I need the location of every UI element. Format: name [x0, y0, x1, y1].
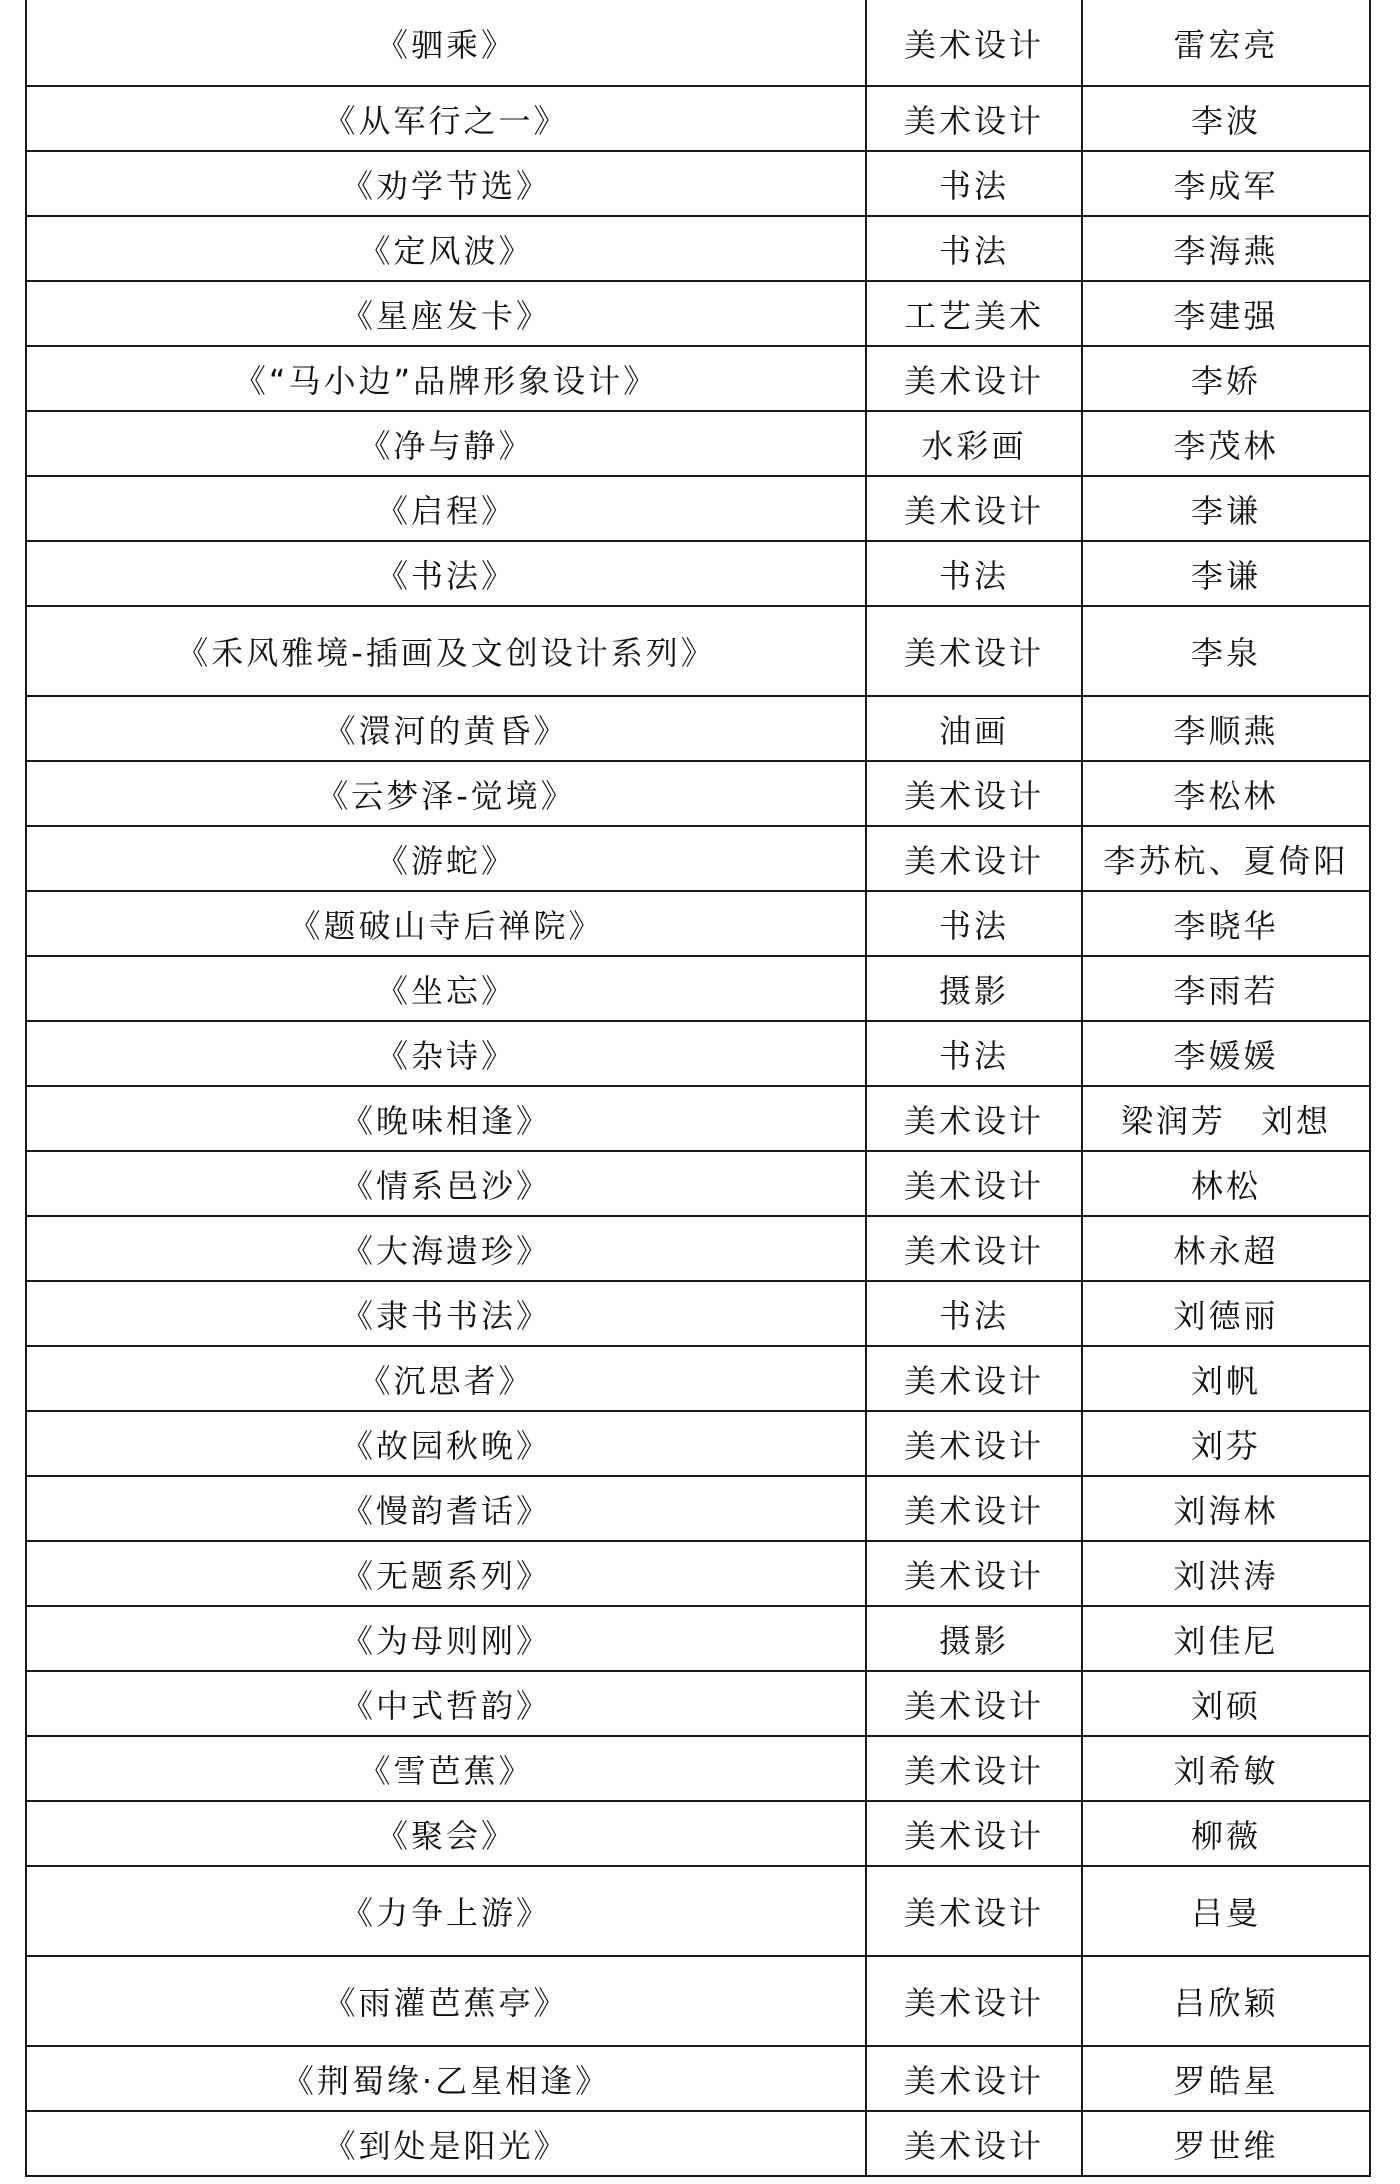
- table-row: [26, 606, 1370, 696]
- category-cell: 美术设计: [866, 1151, 1082, 1216]
- author-cell: 林松: [1082, 1151, 1370, 1216]
- work-title-cell: 《慢韵耆话》: [26, 1476, 866, 1541]
- author-cell: 李建强: [1082, 281, 1370, 346]
- table-body: [26, 0, 1370, 2176]
- table-row: [26, 1021, 1370, 1086]
- work-title-cell: 《坐忘》: [26, 956, 866, 1021]
- work-title-cell: 《驷乘》: [26, 0, 866, 86]
- work-title-cell: 《无题系列》: [26, 1541, 866, 1606]
- work-title-cell: 《故园秋晚》: [26, 1411, 866, 1476]
- table-row: [26, 1541, 1370, 1606]
- author-cell: 罗皓星: [1082, 2046, 1370, 2111]
- category-cell: 书法: [866, 151, 1082, 216]
- author-cell: 刘佳尼: [1082, 1606, 1370, 1671]
- author-cell: 李成军: [1082, 151, 1370, 216]
- author-cell: 刘海林: [1082, 1476, 1370, 1541]
- category-cell: 水彩画: [866, 411, 1082, 476]
- work-title-cell: 《“马小边”品牌形象设计》: [26, 346, 866, 411]
- work-title-cell: 《题破山寺后禅院》: [26, 891, 866, 956]
- table-row: [26, 956, 1370, 1021]
- category-cell: 美术设计: [866, 86, 1082, 151]
- table-row: [26, 346, 1370, 411]
- work-title-cell: 《沉思者》: [26, 1346, 866, 1411]
- work-title-cell: 《定风波》: [26, 216, 866, 281]
- table-row: [26, 1606, 1370, 1671]
- author-cell: 刘洪涛: [1082, 1541, 1370, 1606]
- author-cell: 李苏杭、夏倚阳: [1082, 826, 1370, 891]
- author-cell: 李泉: [1082, 606, 1370, 696]
- category-cell: 工艺美术: [866, 281, 1082, 346]
- author-cell: 李晓华: [1082, 891, 1370, 956]
- work-title-cell: 《到处是阳光》: [26, 2111, 866, 2176]
- work-title-cell: 《情系邑沙》: [26, 1151, 866, 1216]
- table-row: [26, 281, 1370, 346]
- table-row: [26, 86, 1370, 151]
- work-title-cell: 《大海遗珍》: [26, 1216, 866, 1281]
- category-cell: 美术设计: [866, 1541, 1082, 1606]
- work-title-cell: 《劝学节选》: [26, 151, 866, 216]
- author-cell: 雷宏亮: [1082, 0, 1370, 86]
- author-cell: 李波: [1082, 86, 1370, 151]
- table-row: [26, 2046, 1370, 2111]
- category-cell: 美术设计: [866, 346, 1082, 411]
- work-title-cell: 《书法》: [26, 541, 866, 606]
- work-title-cell: 《杂诗》: [26, 1021, 866, 1086]
- table-row: [26, 826, 1370, 891]
- category-cell: 美术设计: [866, 1476, 1082, 1541]
- work-title-cell: 《净与静》: [26, 411, 866, 476]
- table-row: [26, 1801, 1370, 1866]
- table-row: [26, 696, 1370, 761]
- author-cell: 李海燕: [1082, 216, 1370, 281]
- author-cell: 李娇: [1082, 346, 1370, 411]
- category-cell: 书法: [866, 541, 1082, 606]
- work-title-cell: 《游蛇》: [26, 826, 866, 891]
- work-title-cell: 《为母则刚》: [26, 1606, 866, 1671]
- table-row: [26, 1956, 1370, 2046]
- author-cell: 吕曼: [1082, 1866, 1370, 1956]
- author-cell: 刘芬: [1082, 1411, 1370, 1476]
- table-row: [26, 216, 1370, 281]
- author-cell: 李媛媛: [1082, 1021, 1370, 1086]
- table-row: [26, 1866, 1370, 1956]
- table-row: [26, 1411, 1370, 1476]
- category-cell: 书法: [866, 216, 1082, 281]
- table-row: [26, 476, 1370, 541]
- category-cell: 美术设计: [866, 761, 1082, 826]
- category-cell: 书法: [866, 1281, 1082, 1346]
- author-cell: 李谦: [1082, 476, 1370, 541]
- category-cell: 美术设计: [866, 1086, 1082, 1151]
- author-cell: 罗世维: [1082, 2111, 1370, 2176]
- table-row: [26, 0, 1370, 86]
- work-title-cell: 《雪芭蕉》: [26, 1736, 866, 1801]
- work-title-cell: 《云梦泽-觉境》: [26, 761, 866, 826]
- table-row: [26, 1671, 1370, 1736]
- table-row: [26, 1151, 1370, 1216]
- table-row: [26, 1346, 1370, 1411]
- table-row: [26, 411, 1370, 476]
- category-cell: 美术设计: [866, 826, 1082, 891]
- author-cell: 刘帆: [1082, 1346, 1370, 1411]
- category-cell: 美术设计: [866, 476, 1082, 541]
- table-row: [26, 761, 1370, 826]
- author-cell: 李松林: [1082, 761, 1370, 826]
- category-cell: 美术设计: [866, 2111, 1082, 2176]
- table-row: [26, 1281, 1370, 1346]
- table-row: [26, 2111, 1370, 2176]
- work-title-cell: 《从军行之一》: [26, 86, 866, 151]
- work-title-cell: 《荆蜀缘·乙星相逢》: [26, 2046, 866, 2111]
- category-cell: 美术设计: [866, 1736, 1082, 1801]
- work-title-cell: 《聚会》: [26, 1801, 866, 1866]
- author-cell: 李顺燕: [1082, 696, 1370, 761]
- category-cell: 书法: [866, 891, 1082, 956]
- author-cell: 梁润芳 刘想: [1082, 1086, 1370, 1151]
- table-row: [26, 1736, 1370, 1801]
- category-cell: 美术设计: [866, 1411, 1082, 1476]
- category-cell: 美术设计: [866, 1956, 1082, 2046]
- category-cell: 美术设计: [866, 0, 1082, 86]
- author-cell: 刘德丽: [1082, 1281, 1370, 1346]
- author-cell: 李谦: [1082, 541, 1370, 606]
- work-title-cell: 《隶书书法》: [26, 1281, 866, 1346]
- category-cell: 摄影: [866, 1606, 1082, 1671]
- category-cell: 美术设计: [866, 2046, 1082, 2111]
- category-cell: 美术设计: [866, 1216, 1082, 1281]
- table-row: [26, 1216, 1370, 1281]
- category-cell: 美术设计: [866, 1801, 1082, 1866]
- work-title-cell: 《澴河的黄昏》: [26, 696, 866, 761]
- author-cell: 李雨若: [1082, 956, 1370, 1021]
- table-row: [26, 1086, 1370, 1151]
- author-cell: 李茂林: [1082, 411, 1370, 476]
- author-cell: 林永超: [1082, 1216, 1370, 1281]
- author-cell: 吕欣颖: [1082, 1956, 1370, 2046]
- author-cell: 刘希敏: [1082, 1736, 1370, 1801]
- work-title-cell: 《启程》: [26, 476, 866, 541]
- table-row: [26, 151, 1370, 216]
- category-cell: 美术设计: [866, 1346, 1082, 1411]
- category-cell: 油画: [866, 696, 1082, 761]
- category-cell: 书法: [866, 1021, 1082, 1086]
- work-title-cell: 《力争上游》: [26, 1866, 866, 1956]
- table-row: [26, 891, 1370, 956]
- work-title-cell: 《星座发卡》: [26, 281, 866, 346]
- table-row: [26, 1476, 1370, 1541]
- category-cell: 美术设计: [866, 1671, 1082, 1736]
- table-row: [26, 541, 1370, 606]
- category-cell: 美术设计: [866, 606, 1082, 696]
- work-title-cell: 《晚味相逢》: [26, 1086, 866, 1151]
- work-title-cell: 《禾风雅境-插画及文创设计系列》: [26, 606, 866, 696]
- work-title-cell: 《中式哲韵》: [26, 1671, 866, 1736]
- artwork-list-table: [25, 0, 1371, 2177]
- author-cell: 柳薇: [1082, 1801, 1370, 1866]
- category-cell: 美术设计: [866, 1866, 1082, 1956]
- category-cell: 摄影: [866, 956, 1082, 1021]
- author-cell: 刘硕: [1082, 1671, 1370, 1736]
- work-title-cell: 《雨灌芭蕉亭》: [26, 1956, 866, 2046]
